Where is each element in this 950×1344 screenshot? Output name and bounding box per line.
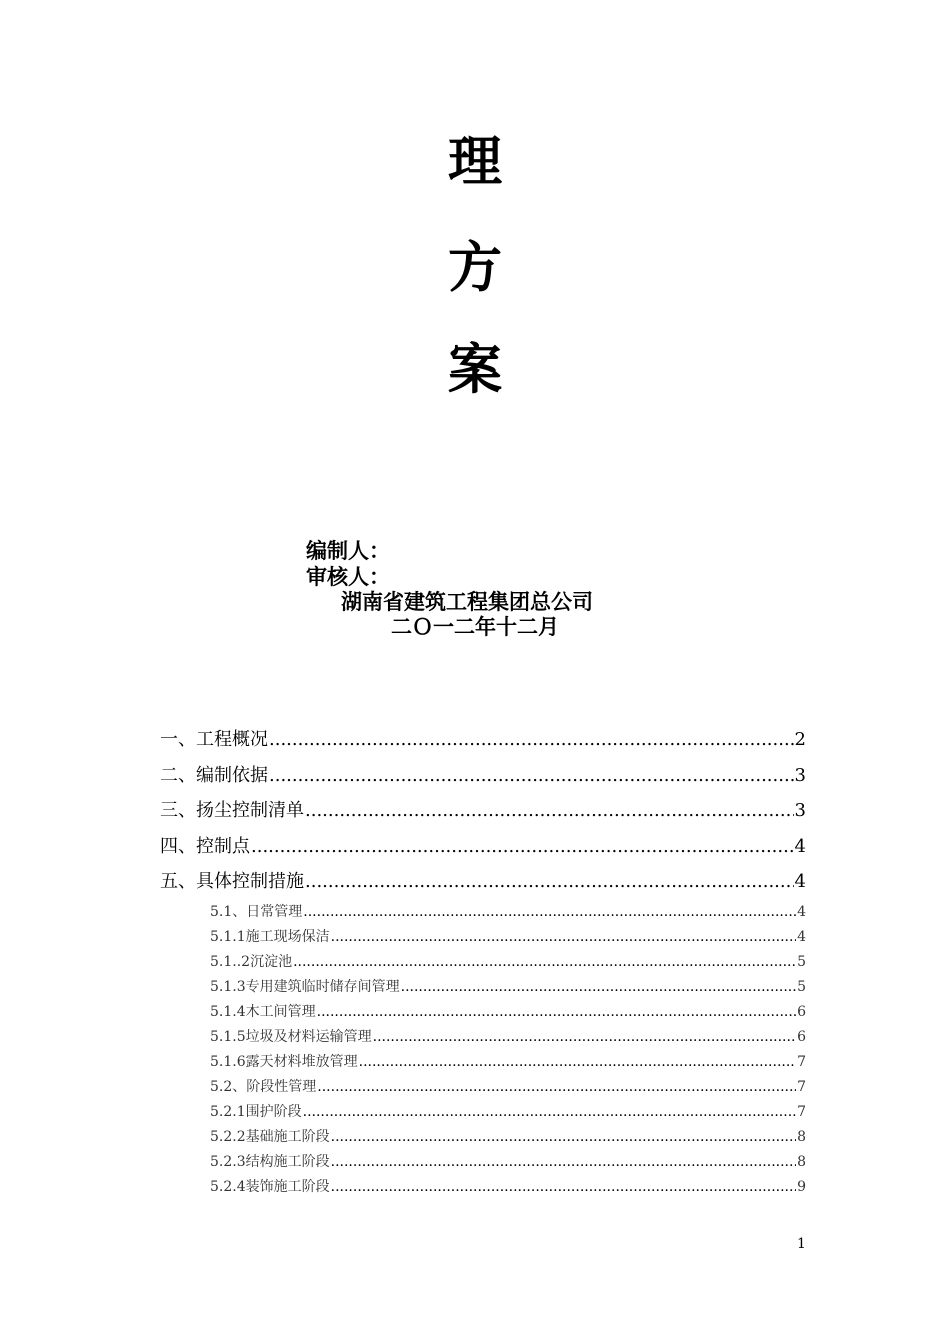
toc-entry-label: 五、具体控制措施 bbox=[160, 871, 304, 892]
toc-entry-page: 9 bbox=[797, 1178, 806, 1195]
toc-entry-page: 4 bbox=[794, 835, 806, 857]
toc-entry-label: 5.1.4木工间管理 bbox=[210, 1003, 316, 1020]
toc-leader-dots bbox=[317, 1075, 796, 1100]
title-char-3: 案 bbox=[448, 338, 502, 401]
toc-leader-dots bbox=[269, 722, 794, 758]
toc-leader-dots bbox=[401, 975, 796, 1000]
toc-entry-label: 5.1.6露天材料堆放管理 bbox=[210, 1053, 358, 1070]
toc-entry-label: 一、工程概况 bbox=[160, 729, 268, 750]
toc-leader-dots bbox=[359, 1050, 796, 1075]
toc-leader-dots bbox=[331, 1125, 796, 1150]
document-date: 二Ｏ一二年十二月 bbox=[391, 615, 559, 639]
toc-entry-label: 四、控制点 bbox=[160, 835, 250, 857]
toc-entry-page: 6 bbox=[797, 1028, 806, 1045]
toc-leader-dots bbox=[305, 793, 794, 829]
toc-entry[interactable] bbox=[160, 722, 806, 758]
toc-entry[interactable] bbox=[160, 793, 806, 829]
toc-leader-dots bbox=[317, 1000, 796, 1025]
toc-leader-dots bbox=[331, 1150, 796, 1175]
toc-entry-page: 3 bbox=[794, 764, 806, 786]
toc-entry[interactable] bbox=[160, 900, 806, 925]
toc-entry-page: 2 bbox=[794, 729, 806, 750]
toc-entry[interactable] bbox=[160, 1075, 806, 1100]
toc-entry[interactable] bbox=[160, 1100, 806, 1125]
toc-entry-page: 7 bbox=[797, 1103, 806, 1120]
toc-entry-page: 4 bbox=[797, 903, 806, 920]
toc-entry[interactable] bbox=[160, 1050, 806, 1075]
toc-entry-page: 8 bbox=[797, 1153, 806, 1170]
toc-leader-dots bbox=[305, 864, 794, 900]
toc-entry-page: 5 bbox=[797, 953, 806, 970]
toc-entry[interactable] bbox=[160, 1150, 806, 1175]
toc-entry-label: 5.2、阶段性管理 bbox=[210, 1078, 317, 1095]
toc-leader-dots bbox=[331, 925, 796, 950]
company-name: 湖南省建筑工程集团总公司 bbox=[341, 590, 593, 614]
toc-entry[interactable] bbox=[160, 758, 806, 794]
toc-leader-dots bbox=[331, 1175, 796, 1200]
toc-entry[interactable] bbox=[160, 864, 806, 900]
toc-entry[interactable] bbox=[160, 975, 806, 1000]
reviewer-label: 审核人： bbox=[306, 565, 390, 589]
toc-entry-label: 5.2.3结构施工阶段 bbox=[210, 1153, 330, 1170]
page-number: 1 bbox=[797, 1236, 806, 1252]
toc-entry-label: 5.1..2沉淀池 bbox=[210, 953, 293, 970]
toc-entry-page: 7 bbox=[797, 1078, 806, 1095]
title-char-2: 方 bbox=[448, 236, 502, 299]
toc-entry[interactable] bbox=[160, 925, 806, 950]
toc-entry-label: 5.1.3专用建筑临时储存间管理 bbox=[210, 978, 400, 995]
toc-leader-dots bbox=[251, 829, 794, 865]
toc-entry-page: 4 bbox=[794, 871, 806, 892]
toc-entry[interactable] bbox=[160, 950, 806, 975]
toc-entry-label: 三、扬尘控制清单 bbox=[160, 800, 304, 821]
toc-entry-page: 3 bbox=[794, 800, 806, 821]
toc-entry-page: 4 bbox=[797, 928, 806, 945]
toc-leader-dots bbox=[303, 900, 796, 925]
toc-entry-label: 二、编制依据 bbox=[160, 764, 268, 786]
compiler-label: 编制人： bbox=[306, 539, 390, 563]
toc-entry-label: 5.1.5垃圾及材料运输管理 bbox=[210, 1028, 372, 1045]
toc-entry-label: 5.2.4装饰施工阶段 bbox=[210, 1178, 330, 1195]
toc-entry-label: 5.1.1施工现场保洁 bbox=[210, 928, 330, 945]
toc-entry-page: 6 bbox=[797, 1003, 806, 1020]
toc-entry[interactable] bbox=[160, 829, 806, 865]
toc-entry[interactable] bbox=[160, 1000, 806, 1025]
toc-leader-dots bbox=[293, 950, 796, 975]
toc-entry-label: 5.2.1围护阶段 bbox=[210, 1103, 302, 1120]
toc-entry-page: 8 bbox=[797, 1128, 806, 1145]
toc-entry-page: 5 bbox=[797, 978, 806, 995]
toc-entry[interactable] bbox=[160, 1125, 806, 1150]
toc-leader-dots bbox=[373, 1025, 796, 1050]
table-of-contents bbox=[160, 722, 806, 1200]
toc-entry[interactable] bbox=[160, 1175, 806, 1200]
toc-leader-dots bbox=[269, 758, 794, 794]
title-char-1: 理 bbox=[448, 130, 502, 193]
toc-entry-label: 5.2.2基础施工阶段 bbox=[210, 1128, 330, 1145]
toc-entry[interactable] bbox=[160, 1025, 806, 1050]
toc-entry-page: 7 bbox=[797, 1053, 806, 1070]
toc-entry-label: 5.1、日常管理 bbox=[210, 903, 303, 920]
toc-leader-dots bbox=[303, 1100, 796, 1125]
